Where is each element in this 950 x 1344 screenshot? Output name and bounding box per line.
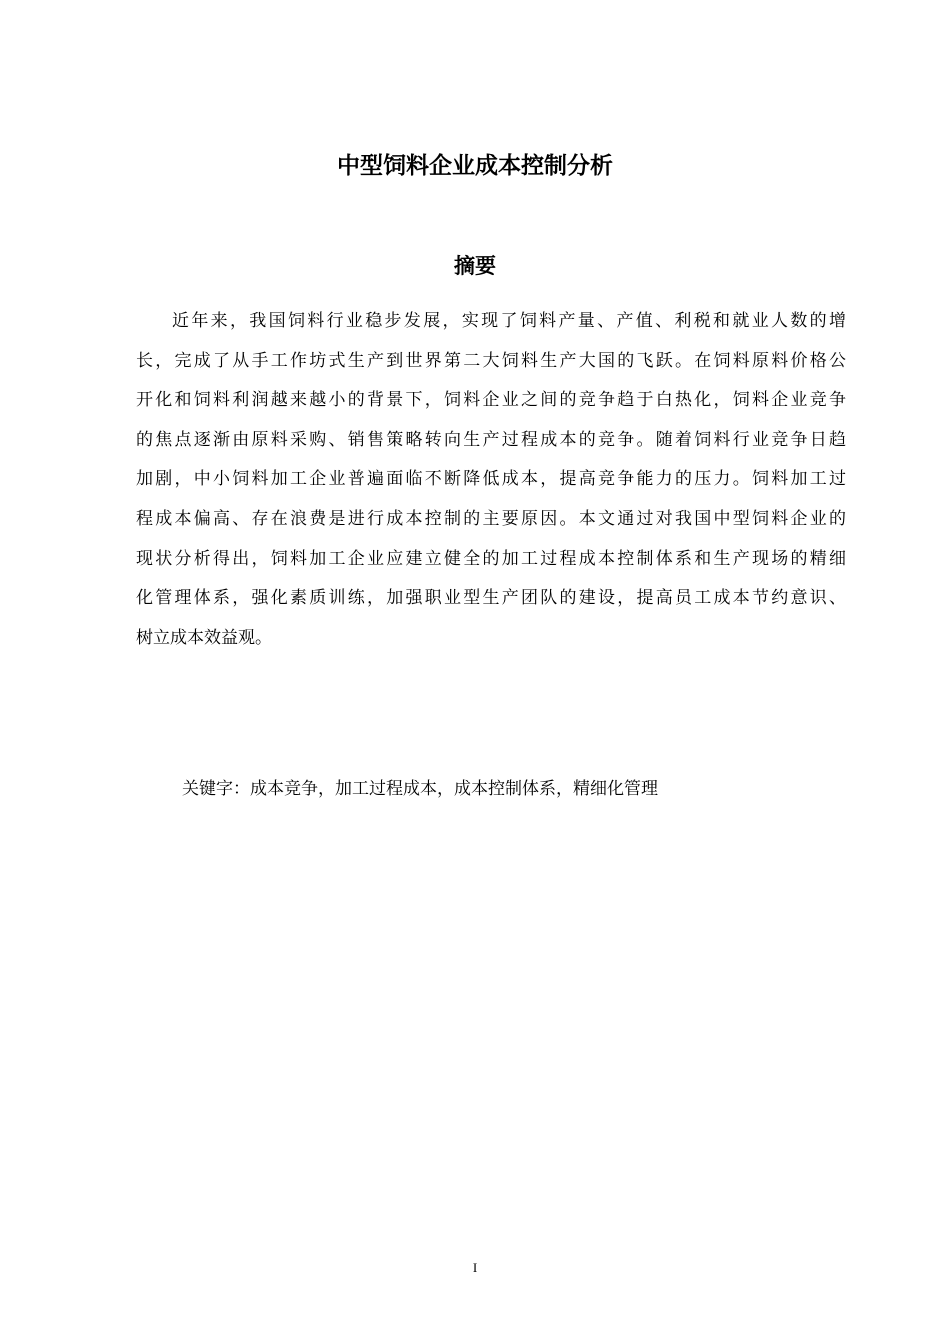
abstract-line: 开化和饲料利润越来越小的背景下，饲料企业之间的竞争趋于白热化，饲料企业竞争: [136, 390, 846, 411]
page-number: I: [472, 1260, 478, 1275]
abstract-line: 化管理体系，强化素质训练，加强职业型生产团队的建设，提高员工成本节约意识、: [136, 588, 846, 609]
abstract-line: 树立成本效益观。: [136, 627, 272, 648]
abstract-line: 长，完成了从手工作坊式生产到世界第二大饲料生产大国的飞跃。在饲料原料价格公: [136, 350, 846, 371]
abstract-heading: 摘要: [454, 254, 496, 278]
abstract-line: 近年来，我国饲料行业稳步发展，实现了饲料产量、产值、利税和就业人数的增: [172, 311, 846, 331]
keywords: 关键字：成本竞争，加工过程成本，成本控制体系，精细化管理: [182, 779, 658, 799]
abstract-body: [136, 302, 846, 658]
abstract-line: 的焦点逐渐由原料采购、销售策略转向生产过程成本的竞争。随着饲料行业竞争日趋: [136, 429, 846, 450]
abstract-line: 程成本偏高、存在浪费是进行成本控制的主要原因。本文通过对我国中型饲料企业的: [136, 508, 846, 529]
abstract-line: 加剧，中小饲料加工企业普遍面临不断降低成本，提高竞争能力的压力。饲料加工过: [136, 469, 846, 490]
document-title: 中型饲料企业成本控制分析: [337, 153, 613, 179]
abstract-line: 现状分析得出，饲料加工企业应建立健全的加工过程成本控制体系和生产现场的精细: [136, 548, 846, 569]
